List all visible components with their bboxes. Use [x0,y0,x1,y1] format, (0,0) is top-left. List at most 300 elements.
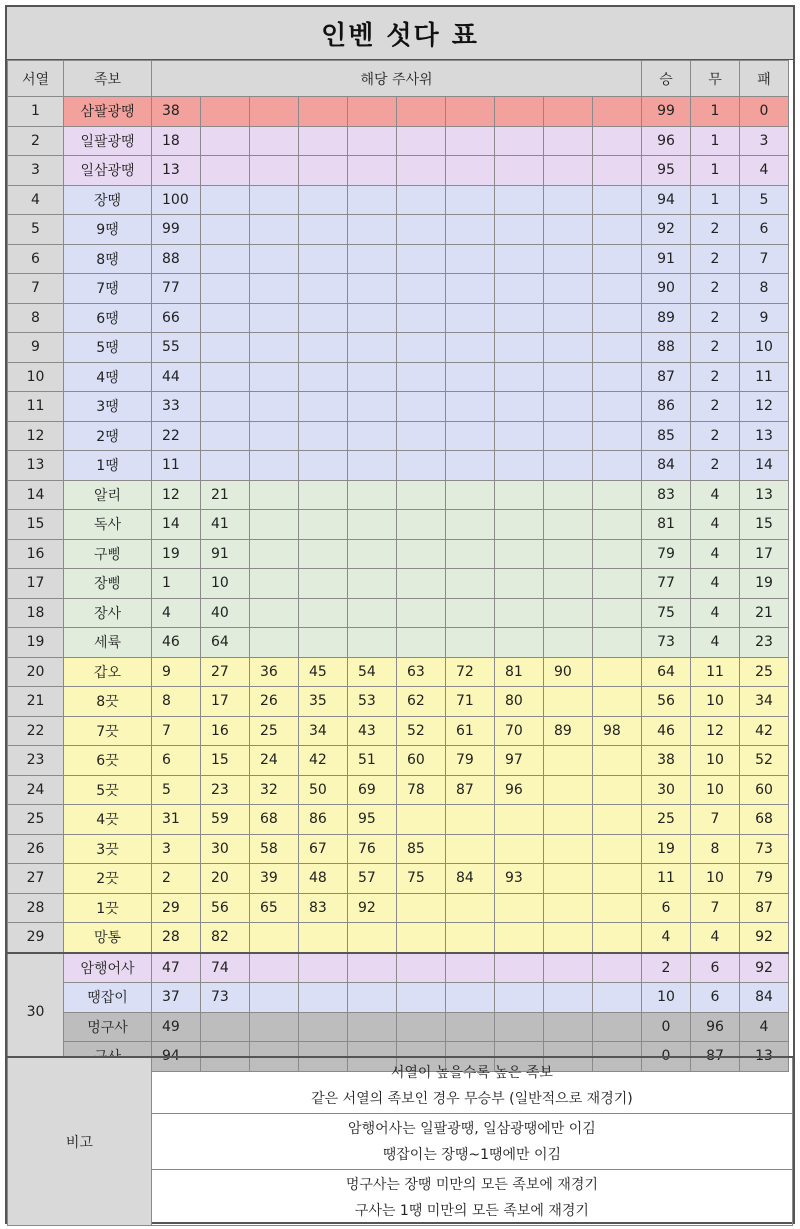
header-rank: 서열 [8,61,64,97]
dice-value [446,628,495,658]
table-row [8,156,789,186]
dice-value [348,451,397,481]
dice-value [250,185,299,215]
dice-value: 8 [152,687,201,717]
dice-value [495,392,544,422]
win-value: 75 [642,598,691,628]
dice-value [299,97,348,127]
dice-value [299,598,348,628]
draw-value: 6 [691,953,740,983]
dice-value: 73 [201,983,250,1013]
dice-value: 89 [544,716,593,746]
dice-value [201,451,250,481]
dice-value [446,983,495,1013]
dice-value [593,333,642,363]
lose-value: 15 [740,510,789,540]
dice-value: 16 [201,716,250,746]
dice-value [544,244,593,274]
dice-value: 20 [201,864,250,894]
draw-value: 2 [691,244,740,274]
table-row [8,244,789,274]
table-row [8,480,789,510]
lose-value: 7 [740,244,789,274]
dice-value [299,392,348,422]
win-value: 11 [642,864,691,894]
dice-value [495,156,544,186]
rank-value: 4 [8,185,64,215]
win-value: 6 [642,893,691,923]
header-dice: 해당 주사위 [152,61,642,97]
table-row [8,392,789,422]
dice-value [593,126,642,156]
hand-name: 땡잡이 [64,983,152,1013]
dice-value [397,628,446,658]
dice-value: 65 [250,893,299,923]
rank-value: 23 [8,746,64,776]
hand-name: 7끗 [64,716,152,746]
dice-value [593,215,642,245]
lose-value: 42 [740,716,789,746]
header-draw: 무 [691,61,740,97]
dice-value: 57 [348,864,397,894]
dice-value: 60 [397,746,446,776]
win-value: 84 [642,451,691,481]
table-row [8,421,789,451]
dice-value [593,392,642,422]
dice-value: 53 [348,687,397,717]
win-value: 73 [642,628,691,658]
dice-value [299,953,348,983]
dice-value [348,185,397,215]
lose-value: 9 [740,303,789,333]
dice-value: 64 [201,628,250,658]
dice-value [495,539,544,569]
rank-value: 12 [8,421,64,451]
win-value: 90 [642,274,691,304]
dice-value [495,923,544,953]
hand-name: 갑오 [64,657,152,687]
table-row [8,451,789,481]
dice-value [593,953,642,983]
dice-value: 27 [201,657,250,687]
dice-value: 76 [348,834,397,864]
dice-value: 72 [446,657,495,687]
lose-value: 3 [740,126,789,156]
table-row [8,510,789,540]
dice-value: 79 [446,746,495,776]
dice-value: 68 [250,805,299,835]
dice-value [299,421,348,451]
rank-value: 8 [8,303,64,333]
win-value: 30 [642,775,691,805]
table-row [8,923,789,953]
win-value: 92 [642,215,691,245]
dice-value: 44 [152,362,201,392]
hand-name: 멍구사 [64,1012,152,1042]
dice-value [593,185,642,215]
dice-value [299,451,348,481]
draw-value: 2 [691,392,740,422]
dice-value [593,923,642,953]
draw-value: 1 [691,185,740,215]
table-row [8,1012,789,1042]
lose-value: 13 [740,480,789,510]
dice-value [348,1012,397,1042]
lose-value: 84 [740,983,789,1013]
lose-value: 13 [740,1042,789,1072]
dice-value [348,510,397,540]
table-row [8,628,789,658]
notes-label: 비고 [8,1057,152,1226]
rank-value: 3 [8,156,64,186]
dice-value [593,893,642,923]
dice-value [299,333,348,363]
table-row [8,362,789,392]
win-value: 38 [642,746,691,776]
dice-value: 24 [250,746,299,776]
notes-row [8,1057,793,1114]
dice-value [299,156,348,186]
dice-value: 19 [152,539,201,569]
hand-name: 3끗 [64,834,152,864]
dice-value [348,244,397,274]
draw-value: 4 [691,510,740,540]
dice-value: 23 [201,775,250,805]
dice-value [544,510,593,540]
dice-value [348,362,397,392]
rank-value: 1 [8,97,64,127]
draw-value: 2 [691,333,740,363]
lose-value: 87 [740,893,789,923]
dice-value [544,392,593,422]
lose-value: 12 [740,392,789,422]
dice-value [495,274,544,304]
dice-value [446,362,495,392]
dice-value [201,156,250,186]
dice-value [348,628,397,658]
table-row [8,185,789,215]
hand-name: 3땡 [64,392,152,422]
dice-value [299,185,348,215]
win-value: 95 [642,156,691,186]
draw-value: 4 [691,539,740,569]
dice-value [593,864,642,894]
dice-value: 47 [152,953,201,983]
dice-value [397,805,446,835]
dice-value [593,657,642,687]
rank-value: 22 [8,716,64,746]
win-value: 89 [642,303,691,333]
dice-value [593,97,642,127]
dice-value: 93 [495,864,544,894]
dice-value [446,893,495,923]
dice-value [446,451,495,481]
dice-value [495,834,544,864]
note-line: 같은 서열의 족보인 경우 무승부 (일반적으로 재경기) [311,1090,633,1107]
dice-value [495,126,544,156]
table-row [8,274,789,304]
win-value: 0 [642,1042,691,1072]
dice-value: 31 [152,805,201,835]
dice-value [544,421,593,451]
hand-name: 구삥 [64,539,152,569]
dice-value [446,923,495,953]
dice-value [593,775,642,805]
dice-value [397,510,446,540]
hand-name: 망통 [64,923,152,953]
dice-value [397,539,446,569]
dice-value [495,185,544,215]
dice-value [348,333,397,363]
dice-value [201,185,250,215]
dice-value [446,156,495,186]
dice-value: 5 [152,775,201,805]
dice-value [446,805,495,835]
rank-value: 19 [8,628,64,658]
dice-value [299,244,348,274]
dice-value [250,451,299,481]
dice-value [593,274,642,304]
header-name: 족보 [64,61,152,97]
dice-value [250,569,299,599]
dice-value [250,97,299,127]
dice-value [593,805,642,835]
dice-value [544,569,593,599]
dice-value: 84 [446,864,495,894]
hand-name: 알리 [64,480,152,510]
dice-value [201,126,250,156]
dice-value [348,126,397,156]
dice-value [544,185,593,215]
dice-value [446,185,495,215]
dice-value: 63 [397,657,446,687]
dice-value: 12 [152,480,201,510]
dice-value: 58 [250,834,299,864]
dice-value: 94 [152,1042,201,1072]
dice-value [348,274,397,304]
dice-value [397,303,446,333]
dice-value [446,333,495,363]
table-row [8,539,789,569]
dice-value: 40 [201,598,250,628]
rank-value: 26 [8,834,64,864]
dice-value: 98 [593,716,642,746]
note-line: 암행어사는 일팔광땡, 일삼광땡에만 이김 [348,1120,596,1137]
dice-value [446,97,495,127]
dice-value [250,215,299,245]
dice-value [544,983,593,1013]
lose-value: 4 [740,156,789,186]
table-row [8,333,789,363]
dice-value: 85 [397,834,446,864]
dice-value: 14 [152,510,201,540]
table-row [8,834,789,864]
dice-value [544,303,593,333]
dice-value: 26 [250,687,299,717]
dice-value [299,126,348,156]
dice-value [544,746,593,776]
hand-table [7,60,789,1072]
lose-value: 34 [740,687,789,717]
dice-value [201,362,250,392]
rank-value: 11 [8,392,64,422]
lose-value: 13 [740,421,789,451]
draw-value: 1 [691,156,740,186]
lose-value: 11 [740,362,789,392]
win-value: 99 [642,97,691,127]
dice-value [348,983,397,1013]
dice-value [593,983,642,1013]
dice-value [495,97,544,127]
dice-value [348,539,397,569]
dice-value [446,1012,495,1042]
dice-value: 37 [152,983,201,1013]
dice-value [593,834,642,864]
hand-name: 5땡 [64,333,152,363]
dice-value [397,923,446,953]
dice-value [397,893,446,923]
win-value: 81 [642,510,691,540]
dice-value [348,480,397,510]
rank-value: 29 [8,923,64,953]
dice-value [593,687,642,717]
dice-value [250,362,299,392]
draw-value: 4 [691,569,740,599]
lose-value: 19 [740,569,789,599]
dice-value [544,598,593,628]
win-value: 2 [642,953,691,983]
dice-value [446,392,495,422]
lose-value: 21 [740,598,789,628]
dice-value [544,126,593,156]
dice-value [250,923,299,953]
dice-value: 82 [201,923,250,953]
dice-value: 15 [201,746,250,776]
lose-value: 17 [740,539,789,569]
win-value: 79 [642,539,691,569]
lose-value: 73 [740,834,789,864]
dice-value: 75 [397,864,446,894]
table-row [8,569,789,599]
dice-value: 43 [348,716,397,746]
rank-value: 16 [8,539,64,569]
dice-value: 21 [201,480,250,510]
win-value: 25 [642,805,691,835]
dice-value [348,569,397,599]
dice-value [397,598,446,628]
table-row [8,864,789,894]
hand-name: 4끗 [64,805,152,835]
hand-name: 8땡 [64,244,152,274]
dice-value [348,953,397,983]
dice-value [544,1012,593,1042]
dice-value [593,510,642,540]
dice-value [348,421,397,451]
dice-value [544,687,593,717]
hand-name: 6끗 [64,746,152,776]
lose-value: 0 [740,97,789,127]
dice-value [593,451,642,481]
draw-value: 7 [691,805,740,835]
draw-value: 2 [691,421,740,451]
dice-value [495,628,544,658]
seotda-chart [5,5,795,1224]
dice-value: 67 [299,834,348,864]
lose-value: 8 [740,274,789,304]
dice-value [397,392,446,422]
dice-value [299,569,348,599]
draw-value: 8 [691,834,740,864]
note-line: 땡잡이는 장땡~1땡에만 이김 [382,1146,562,1163]
hand-name: 장사 [64,598,152,628]
draw-value: 1 [691,126,740,156]
dice-value [348,392,397,422]
hand-name: 세륙 [64,628,152,658]
dice-value: 78 [397,775,446,805]
dice-value [495,510,544,540]
dice-value [593,421,642,451]
dice-value [593,539,642,569]
table-row [8,598,789,628]
rank-value: 30 [8,953,64,1072]
dice-value [495,598,544,628]
dice-value [495,805,544,835]
dice-value [299,1012,348,1042]
dice-value: 17 [201,687,250,717]
draw-value: 10 [691,775,740,805]
dice-value [446,215,495,245]
dice-value: 13 [152,156,201,186]
hand-name: 6땡 [64,303,152,333]
table-row [8,215,789,245]
draw-value: 11 [691,657,740,687]
draw-value: 2 [691,215,740,245]
dice-value [544,362,593,392]
dice-value: 91 [201,539,250,569]
dice-value [201,1012,250,1042]
dice-value: 62 [397,687,446,717]
table-row [8,716,789,746]
dice-value [397,333,446,363]
dice-value [397,421,446,451]
lose-value: 79 [740,864,789,894]
dice-value [544,539,593,569]
dice-value: 54 [348,657,397,687]
dice-value: 10 [201,569,250,599]
dice-value: 56 [201,893,250,923]
dice-value [593,303,642,333]
dice-value: 42 [299,746,348,776]
dice-value [446,244,495,274]
rank-value: 6 [8,244,64,274]
lose-value: 10 [740,333,789,363]
table-row [8,983,789,1013]
dice-value: 22 [152,421,201,451]
lose-value: 14 [740,451,789,481]
draw-value: 2 [691,362,740,392]
dice-value [593,628,642,658]
dice-value [495,893,544,923]
dice-value [397,480,446,510]
dice-value: 1 [152,569,201,599]
table-row [8,126,789,156]
dice-value [544,274,593,304]
win-value: 0 [642,1012,691,1042]
dice-value: 87 [446,775,495,805]
dice-value [201,215,250,245]
rank-value: 18 [8,598,64,628]
dice-value [544,923,593,953]
